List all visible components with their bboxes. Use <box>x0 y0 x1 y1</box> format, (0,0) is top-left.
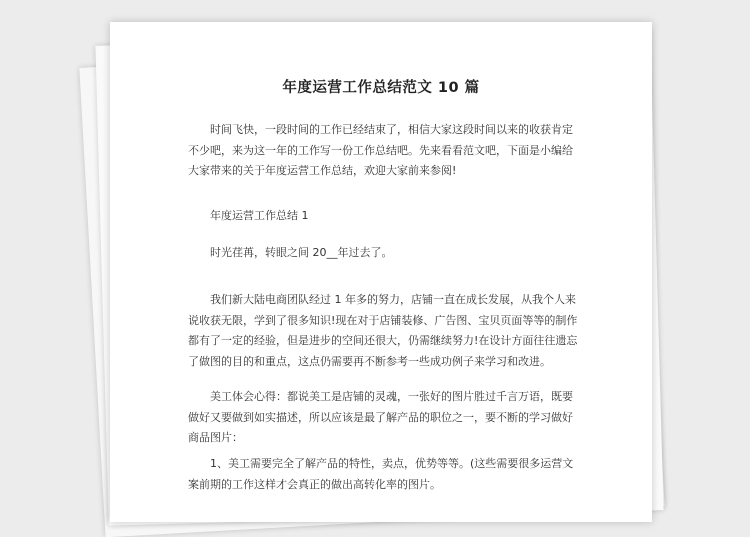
document-title: 年度运营工作总结范文 10 篇 <box>282 80 480 96</box>
intro-paragraph: 时间飞快，一段时间的工作已经结束了，相信大家这段时间以来的收获肯定不少吧，来为这一年的工作写一份工作总结吧。先来看看范文吧，下面是小编给大家带来的关于年度运营工作总结，欢迎大家前来参阅! <box>188 123 573 177</box>
document-page <box>110 22 652 522</box>
paragraph: 我们新大陆电商团队经过 1 年多的努力，店铺一直在成长发展，从我个人来说收获无限，学到了很多知识!现在对于店铺装修、广告图、宝贝页面等等的制作都有了一定的经验，但是进步的空间还很大，仍需继续努力!在设计方面往往遗忘了做图的目的和重点，这点仍需要再不断参考一些成功例子来学习和改进。 <box>188 293 578 368</box>
paragraph: 1、美工需要完全了解产品的特性，卖点，优势等等。(这些需要很多运营文案前期的工作这样才会真正的做出高转化率的图片。 <box>188 457 574 491</box>
section-heading: 年度运营工作总结 1 <box>210 209 309 222</box>
paragraph: 美工体会心得：都说美工是店铺的灵魂，一张好的图片胜过千言万语，既要做好又要做到如实描述，所以应该是最了解产品的职位之一，要不断的学习做好商品图片： <box>188 390 573 444</box>
paragraph: 时光荏苒，转眼之间 20__年过去了。 <box>210 246 393 259</box>
